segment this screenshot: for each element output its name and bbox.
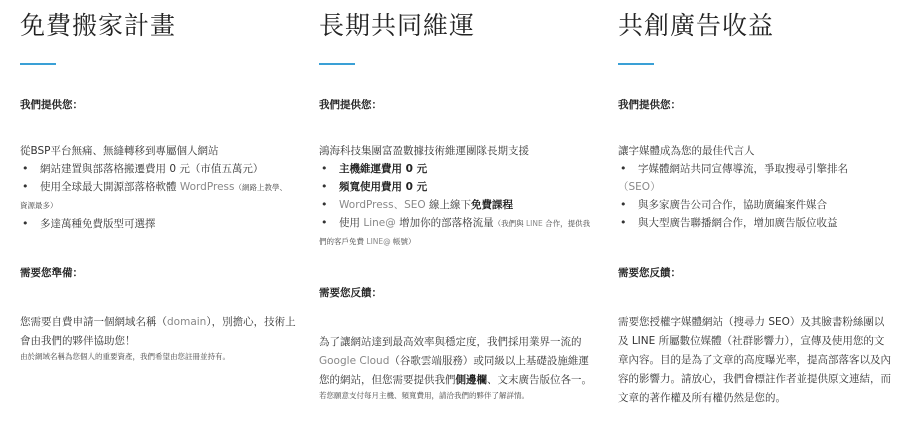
list-item: • 與大型廣告聯播網合作，增加廣告版位收益 [618, 214, 896, 232]
footnote: 由於網域名稱為您個人的重要資產，我們希望由您註冊並持有。 [20, 352, 230, 361]
prepare-label: 需要您準備： [20, 267, 83, 279]
intro-text: 鴻海科技集團富盈數據技術維運團隊長期支援 [319, 145, 529, 157]
list-item-continuation: （SEO） [618, 181, 661, 193]
benefit-list [20, 160, 305, 197]
list-item: • 頻寬使用費用 0 元 [319, 178, 604, 196]
footnote: 若您願意支付每月主機、頻寬費用，請洽我們的夥伴了解詳情。 [319, 391, 529, 400]
provide-label: 我們提供您： [20, 99, 83, 111]
list-item: • WordPress、SEO 線上線下免費課程 [319, 196, 604, 214]
intro-text: 從BSP平台無痛、無縫轉移到專屬個人網站 [20, 145, 219, 157]
feedback-paragraph: 為了讓網站達到最高效率與穩定度，我們採用業界一流的 Google Cloud（谷歌雲端服務）或同級以上基礎設施維運您的網站，但您需要提供我們側邊欄、文末廣告版位各一。 若您願意支付每月主機、頻寬費用，請洽我們的夥伴了解詳情。 [319, 336, 592, 400]
benefit-list [319, 160, 604, 233]
title-underline [618, 63, 654, 65]
feedback-paragraph: 需要您授權字媒體網站（搜尋力 SEO）及其臉書粉絲團以及 LINE 所屬數位媒體（社群影響力），宣傳及使用您的文章內容。目的是為了文章的高度曝光率，提高部落客以及內容的影響力。請放心，我們會標註作者並提供原文連結，而文章的著作權及所有權仍然是您的。 [618, 316, 891, 404]
list-item: • 多達萬種免費版型可選擇 [20, 215, 305, 233]
prepare-paragraph: 您需要自費申請一個網域名稱（domain），別擔心，技術上會由我們的夥伴協助您！ 由於網域名稱為您個人的重要資產，我們希望由您註冊並持有。 [20, 313, 298, 363]
title-underline [20, 63, 56, 65]
column-title: 長期共同維運 [319, 11, 476, 40]
benefit-list [618, 160, 896, 178]
column-long-term-maintenance [319, 0, 609, 425]
title-underline [319, 63, 355, 65]
list-item-continuation: 資源最多） [20, 201, 58, 210]
column-ad-revenue [618, 0, 900, 425]
list-item: • 字媒體網站共同宣傳導流，爭取搜尋引擎排名 [618, 160, 896, 178]
column-title: 免費搬家計畫 [20, 11, 177, 40]
intro-text: 讓字媒體成為您的最佳代言人 [618, 145, 755, 157]
provide-block [618, 142, 896, 232]
feedback-label: 需要您反饋： [618, 267, 681, 279]
provide-label: 我們提供您： [319, 99, 382, 111]
feedback-label: 需要您反饋： [319, 287, 382, 299]
column-free-migration [20, 0, 310, 425]
list-item: • 網站建置與部落格搬遷費用 0 元（市值五萬元） [20, 160, 305, 178]
list-item: • 使用 Line@ 增加你的部落格流量（我們與 LINE 合作，提供我 [319, 214, 604, 233]
provide-label: 我們提供您： [618, 99, 681, 111]
column-title: 共創廣告收益 [618, 11, 775, 40]
list-item: • 與多家廣告公司合作，協助廣編案件媒合 [618, 196, 896, 214]
provide-block [319, 142, 604, 251]
list-item: • 主機維運費用 0 元 [319, 160, 604, 178]
list-item-continuation: 們的客戶免費 LINE@ 帳號） [319, 237, 416, 246]
list-item: • 使用全球最大開源部落格軟體 WordPress（網路上教學、 [20, 178, 305, 197]
provide-block [20, 142, 305, 233]
